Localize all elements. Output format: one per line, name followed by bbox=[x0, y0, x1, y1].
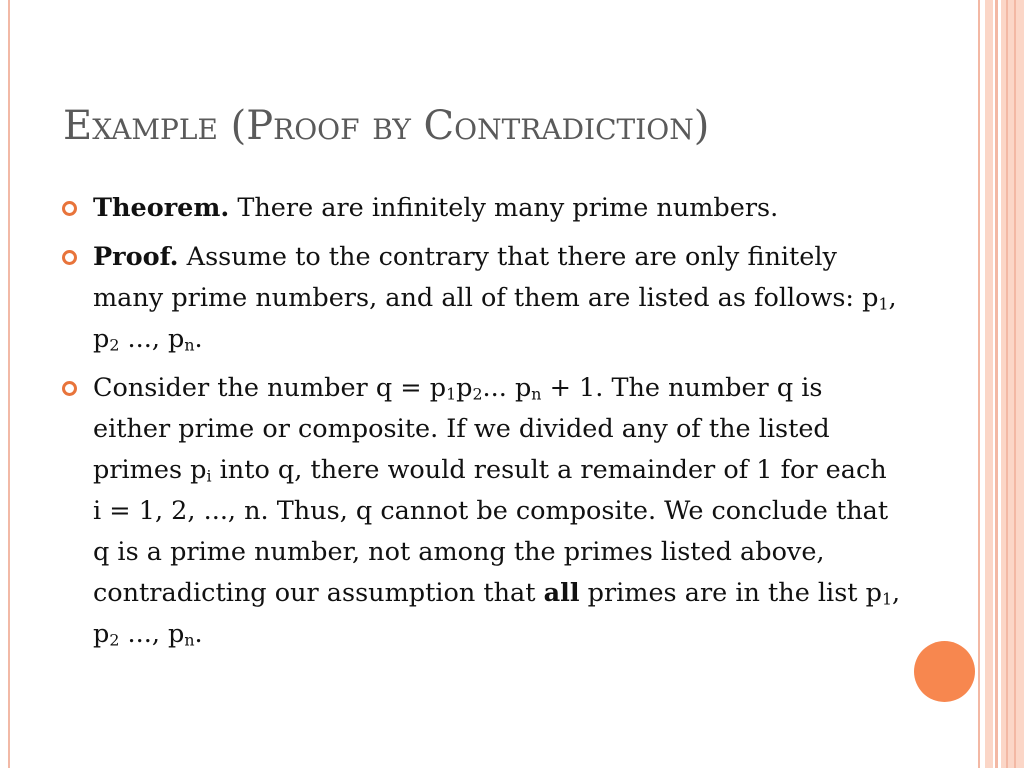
right-border-line bbox=[1014, 0, 1016, 768]
proof-text: . bbox=[194, 324, 203, 354]
subscript: 1 bbox=[881, 589, 893, 609]
consider-text: ..., p bbox=[119, 619, 185, 649]
consider-text: + 1. The number q is either prime or composite. If we divided any of the listed primes p bbox=[93, 373, 830, 485]
proof-text: ..., p bbox=[119, 324, 185, 354]
right-border-line bbox=[1006, 0, 1008, 768]
subscript: 2 bbox=[472, 384, 483, 404]
theorem-text: There are infinitely many prime numbers. bbox=[229, 193, 779, 223]
subscript: n bbox=[184, 335, 195, 355]
consider-text: Consider the number q = p bbox=[93, 373, 447, 403]
consider-text: ... p bbox=[482, 373, 532, 403]
subscript: i bbox=[206, 466, 212, 486]
consider-text: , p bbox=[93, 578, 901, 649]
left-border bbox=[8, 0, 10, 768]
right-border-line bbox=[978, 0, 980, 768]
bullet-circle-icon bbox=[62, 250, 77, 265]
proof-text: , p bbox=[93, 283, 897, 354]
theorem-label: Theorem. bbox=[93, 193, 230, 223]
bullet-list bbox=[62, 188, 902, 663]
bullet-item-theorem bbox=[62, 188, 902, 229]
consider-text: p bbox=[456, 373, 473, 403]
emphasis-all: all bbox=[543, 578, 580, 608]
subscript: n bbox=[184, 630, 195, 650]
subscript: n bbox=[531, 384, 542, 404]
decorative-orange-circle bbox=[914, 641, 975, 702]
consider-text: into q, there would result a remainder of 1 for each i = 1, 2, ..., n. Thus, q cannot be composite. We conclude that q is a prime number, not among the primes listed above, contradicting our assumption that bbox=[93, 455, 889, 608]
subscript: 2 bbox=[109, 335, 120, 355]
bullet-circle-icon bbox=[62, 381, 77, 396]
subscript: 1 bbox=[446, 384, 457, 404]
bullet-item-consider bbox=[62, 368, 902, 655]
proof-label: Proof. bbox=[93, 242, 179, 272]
consider-text: . bbox=[194, 619, 203, 649]
consider-text: primes are in the list p bbox=[579, 578, 882, 608]
right-border-line bbox=[995, 0, 998, 768]
bullet-circle-icon bbox=[62, 201, 77, 216]
right-border-stripe bbox=[1001, 0, 1024, 768]
right-border-stripe bbox=[985, 0, 993, 768]
bullet-item-proof bbox=[62, 237, 902, 360]
subscript: 2 bbox=[109, 630, 120, 650]
subscript: 1 bbox=[878, 294, 889, 314]
proof-text: Assume to the contrary that there are only finitely many prime numbers, and all of them are listed as follows: p bbox=[93, 242, 879, 313]
slide-title: Example (Proof by Contradiction) bbox=[63, 103, 710, 149]
